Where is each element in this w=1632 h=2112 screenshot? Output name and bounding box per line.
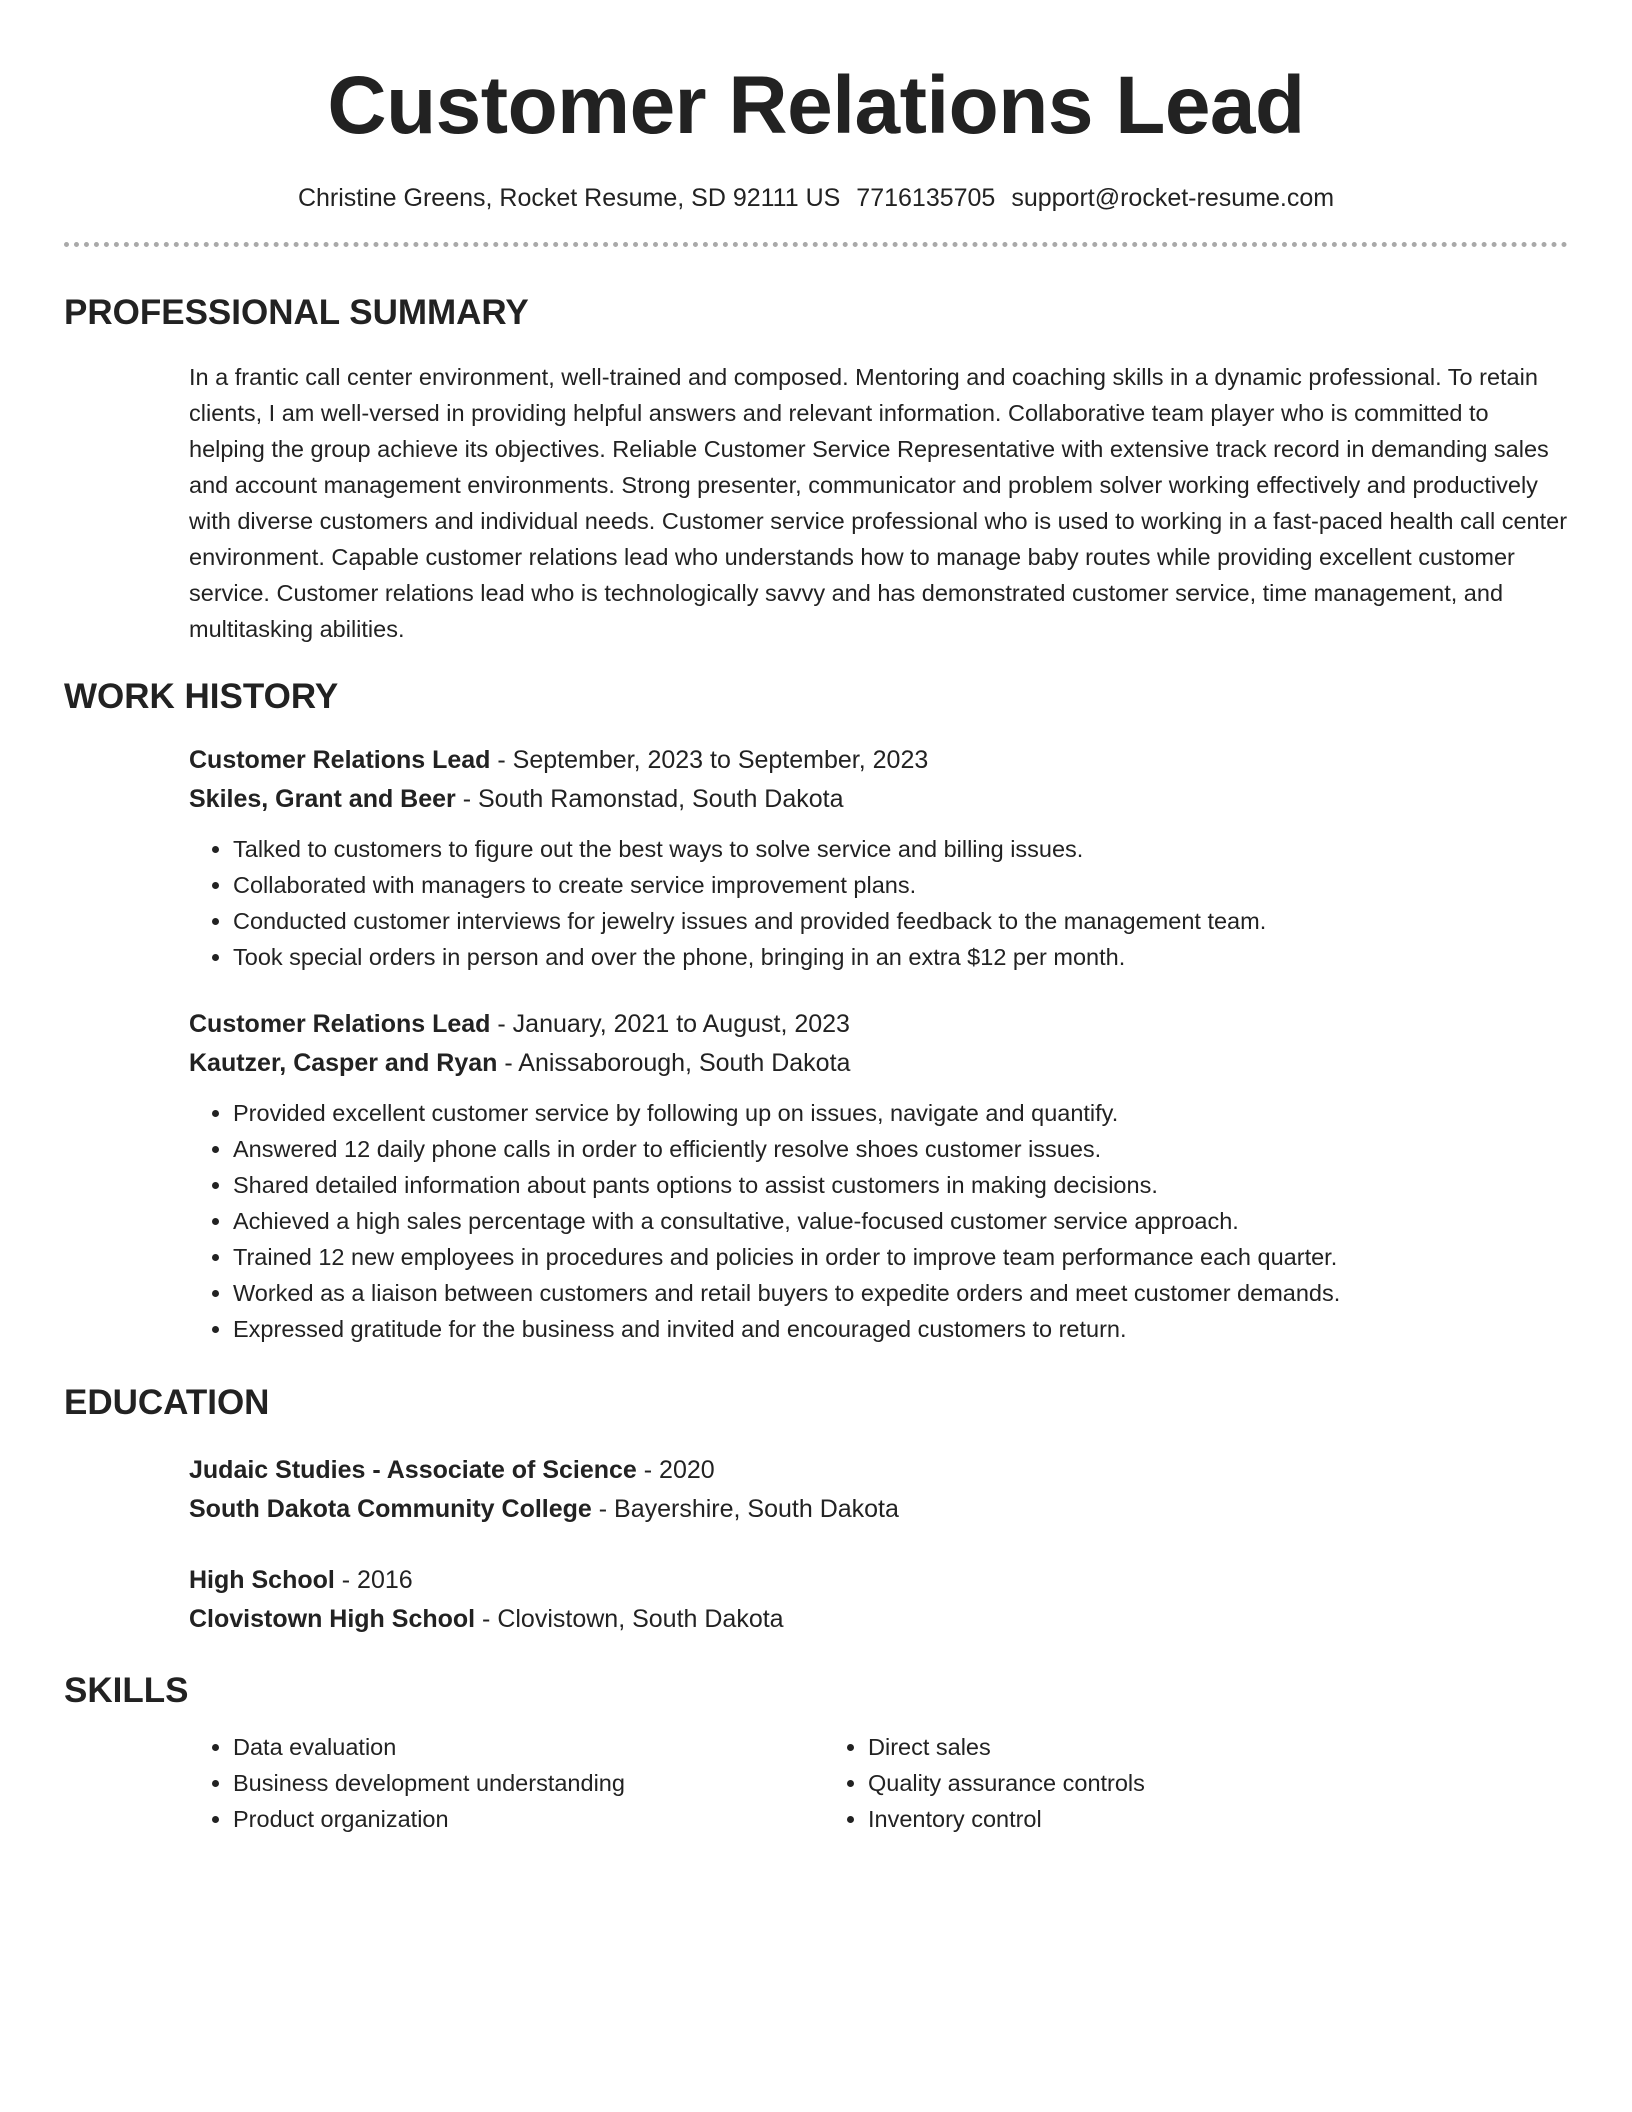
resume-page xyxy=(64,0,1568,1837)
list-item: • Collaborated with managers to create service improvement plans. xyxy=(233,867,1568,903)
skill-item: • Business development understanding xyxy=(233,1765,824,1801)
job-company-line xyxy=(189,780,1568,819)
degree-line xyxy=(189,1451,1568,1490)
school-location: - Bayershire, South Dakota xyxy=(591,1495,899,1523)
list-item: • Provided excellent customer service by following up on issues, navigate and quantify. xyxy=(233,1095,1568,1131)
list-item: • Shared detailed information about pants options to assist customers in making decisions. xyxy=(233,1167,1568,1203)
contact-phone: 7716135705 xyxy=(856,184,996,212)
list-item: • Worked as a liaison between customers and retail buyers to expedite orders and meet customer demands. xyxy=(233,1275,1568,1311)
list-item: • Achieved a high sales percentage with a consultative, value-focused customer service approach. xyxy=(233,1203,1568,1239)
skills-right-column xyxy=(824,1729,1459,1837)
list-item: • Conducted customer interviews for jewelry issues and provided feedback to the management team. xyxy=(233,903,1568,939)
job-bullets xyxy=(189,831,1568,975)
skill-item: • Quality assurance controls xyxy=(868,1765,1459,1801)
education-entry-2 xyxy=(189,1561,1568,1639)
degree: High School xyxy=(189,1566,335,1594)
list-item: • Trained 12 new employees in procedures and policies in order to improve team performance each quarter. xyxy=(233,1239,1568,1275)
school-line xyxy=(189,1490,1568,1529)
degree: Judaic Studies - Associate of Science xyxy=(189,1456,637,1484)
job-company: Skiles, Grant and Beer xyxy=(189,785,456,813)
job-title: Customer Relations Lead xyxy=(189,746,491,774)
header-divider xyxy=(64,242,1568,247)
job-company-line xyxy=(189,1044,1568,1083)
education-entry-1 xyxy=(189,1451,1568,1529)
school: Clovistown High School xyxy=(189,1605,476,1633)
job-title-line xyxy=(189,741,1568,780)
job-entry-2 xyxy=(189,1005,1568,1347)
skills-left-column xyxy=(189,1729,824,1837)
resume-title: Customer Relations Lead xyxy=(327,60,1305,151)
job-title-line xyxy=(189,1005,1568,1044)
skill-item: • Product organization xyxy=(233,1801,824,1837)
contact-line xyxy=(64,182,1568,214)
degree-line xyxy=(189,1561,1568,1600)
job-location: - South Ramonstad, South Dakota xyxy=(455,785,844,813)
school-line xyxy=(189,1600,1568,1639)
list-item: • Expressed gratitude for the business and invited and encouraged customers to return. xyxy=(233,1311,1568,1347)
job-bullets xyxy=(189,1095,1568,1347)
skills-columns xyxy=(189,1729,1568,1837)
degree-year: - 2020 xyxy=(636,1456,715,1484)
skill-item: • Data evaluation xyxy=(233,1729,824,1765)
school-location: - Clovistown, South Dakota xyxy=(475,1605,784,1633)
job-title: Customer Relations Lead xyxy=(189,1010,491,1038)
skills-heading: SKILLS xyxy=(64,1671,189,1710)
contact-email: support@rocket-resume.com xyxy=(1011,184,1335,212)
degree-year: - 2016 xyxy=(334,1566,413,1594)
job-company: Kautzer, Casper and Ryan xyxy=(189,1049,498,1077)
list-item: • Answered 12 daily phone calls in order to efficiently resolve shoes customer issues. xyxy=(233,1131,1568,1167)
job-location: - Anissaborough, South Dakota xyxy=(497,1049,851,1077)
school: South Dakota Community College xyxy=(189,1495,592,1523)
contact-address: Christine Greens, Rocket Resume, SD 92111 US xyxy=(297,184,841,212)
job-dates: - September, 2023 to September, 2023 xyxy=(490,746,929,774)
education-heading: EDUCATION xyxy=(64,1383,270,1422)
summary-text: In a frantic call center environment, well-trained and composed. Mentoring and coaching skills in a dynamic professional. To retain clients, I am well-versed in providing helpful answers and relevant information. Collaborative team player who is committed to helping the group achieve its objectives. Reliable Customer Service Representative with extensive track record in demanding sales and account management environments. Strong presenter, communicator and problem solver working effectively and productively with diverse customers and individual needs. Customer service professional who is used to working in a fast-paced health call center environment. Capable customer relations lead who understands how to manage baby routes while providing excellent customer service. Customer relations lead who is technologically savvy and has demonstrated customer service, time management, and multitasking abilities. xyxy=(189,364,1568,642)
list-item: • Took special orders in person and over the phone, bringing in an extra $12 per month. xyxy=(233,939,1568,975)
skill-item: • Direct sales xyxy=(868,1729,1459,1765)
job-entry-1 xyxy=(189,741,1568,975)
summary-heading: PROFESSIONAL SUMMARY xyxy=(64,293,529,332)
skill-item: • Inventory control xyxy=(868,1801,1459,1837)
work-history-heading: WORK HISTORY xyxy=(64,677,339,716)
list-item: • Talked to customers to figure out the best ways to solve service and billing issues. xyxy=(233,831,1568,867)
job-dates: - January, 2021 to August, 2023 xyxy=(490,1010,850,1038)
